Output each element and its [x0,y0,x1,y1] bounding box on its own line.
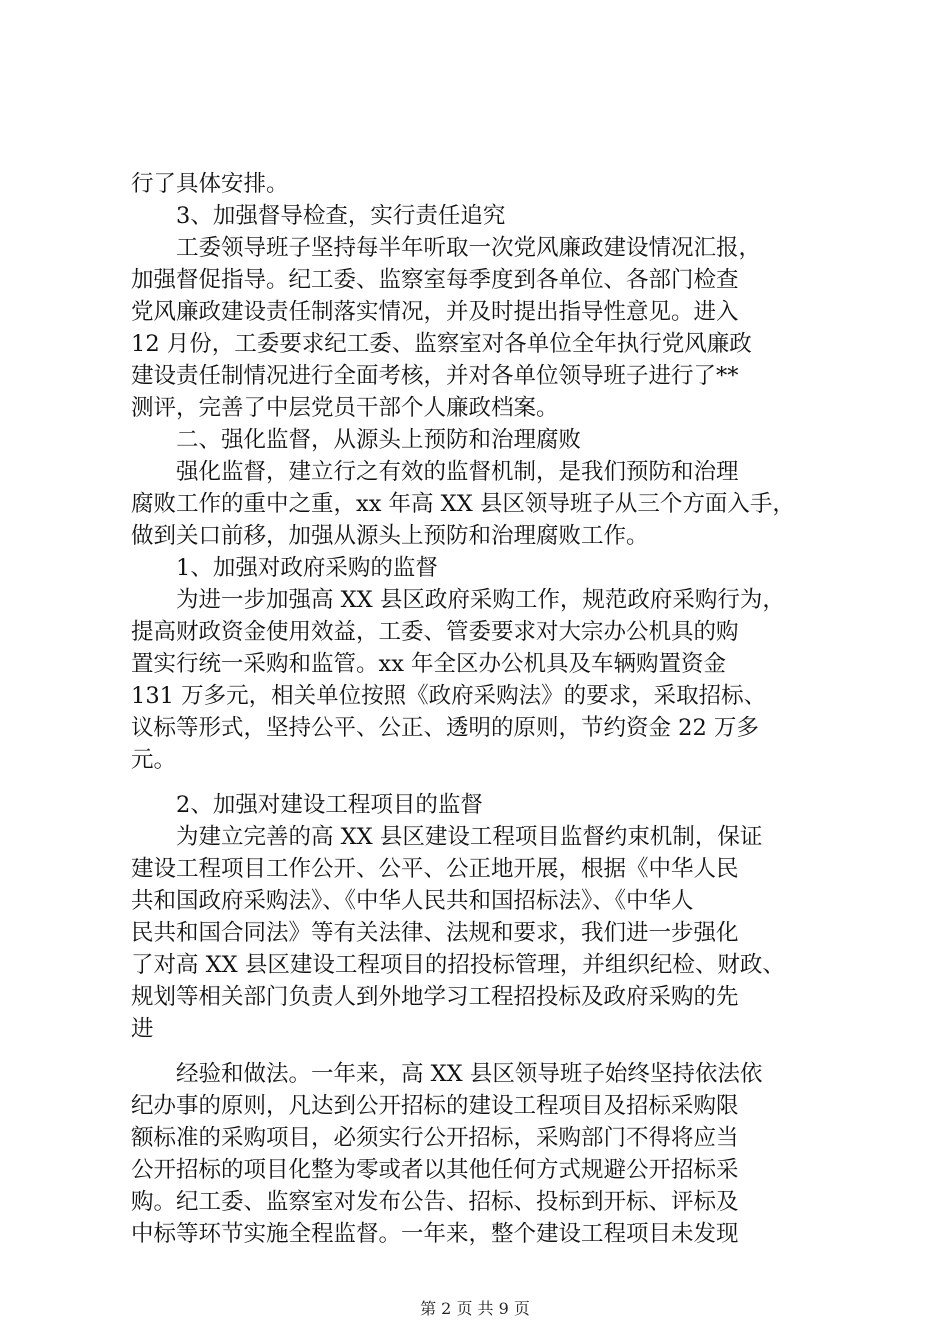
document-body [131,168,831,1250]
section-heading: 二、强化监督，从源头上预防和治理腐败 [131,427,582,453]
text-line: 元。 [131,747,177,773]
text-line: 强化监督，建立行之有效的监督机制，是我们预防和治理 [131,459,739,485]
text-line: 建设责任制情况进行全面考核，并对各单位领导班子进行了** [131,363,739,389]
text-line: 规划等相关部门负责人到外地学习工程招投标及政府采购的先 [131,984,739,1010]
text-line: 为建立完善的高 XX 县区建设工程项目监督约束机制，保证 [131,824,763,850]
text-line: 腐败工作的重中之重，xx 年高 XX 县区领导班子从三个方面入手， [131,491,795,517]
text-line: 做到关口前移，加强从源头上预防和治理腐败工作。 [131,523,649,549]
text-line: 12 月份，工委要求纪工委、监察室对各单位全年执行党风廉政 [131,331,752,357]
paragraph-gap [131,1045,831,1058]
text-line: 加强督促指导。纪工委、监察室每季度到各单位、各部门检查 [131,267,739,293]
text-line: 工委领导班子坚持每半年听取一次党风廉政建设情况汇报， [131,235,762,261]
text-line: 131 万多元，相关单位按照《政府采购法》的要求，采取招标、 [131,683,767,709]
page-number-footer: 第 2 页 共 9 页 [420,1299,530,1318]
text-line: 党风廉政建设责任制落实情况，并及时提出指导性意见。进入 [131,299,739,325]
text-line: 行了具体安排。 [131,171,289,197]
text-line: 议标等形式，坚持公平、公正、透明的原则，节约资金 22 万多 [131,715,759,741]
text-line: 建设工程项目工作公开、公平、公正地开展，根据《中华人民 [131,856,739,882]
text-line: 民共和国合同法》等有关法律、法规和要求，我们进一步强化 [131,920,739,946]
section-heading: 1、加强对政府采购的监督 [131,555,438,581]
text-line: 进 [131,1016,154,1042]
text-line: 测评，完善了中层党员干部个人廉政档案。 [131,395,559,421]
text-line: 纪办事的原则，凡达到公开招标的建设工程项目及招标采购限 [131,1093,739,1119]
text-line: 共和国政府采购法》、《中华人民共和国招标法》、《中华人 [131,888,694,914]
text-line: 置实行统一采购和监管。xx 年全区办公机具及车辆购置资金 [131,651,727,677]
text-line: 购。纪工委、监察室对发布公告、招标、投标到开标、评标及 [131,1189,739,1215]
text-line: 中标等环节实施全程监督。一年来，整个建设工程项目未发现 [131,1221,739,1247]
text-line: 经验和做法。一年来，高 XX 县区领导班子始终坚持依法依 [131,1061,763,1087]
text-line: 为进一步加强高 XX 县区政府采购工作，规范政府采购行为， [131,587,785,613]
section-heading: 2、加强对建设工程项目的监督 [131,792,483,818]
section-heading: 3、加强督导检查，实行责任追究 [131,203,506,229]
text-line: 了对高 XX 县区建设工程项目的招投标管理，并组织纪检、财政、 [131,952,785,978]
text-line: 公开招标的项目化整为零或者以其他任何方式规避公开招标采 [131,1157,739,1183]
text-line: 提高财政资金使用效益，工委、管委要求对大宗办公机具的购 [131,619,739,645]
paragraph-gap [131,776,831,789]
text-line: 额标准的采购项目，必须实行公开招标，采购部门不得将应当 [131,1125,739,1151]
